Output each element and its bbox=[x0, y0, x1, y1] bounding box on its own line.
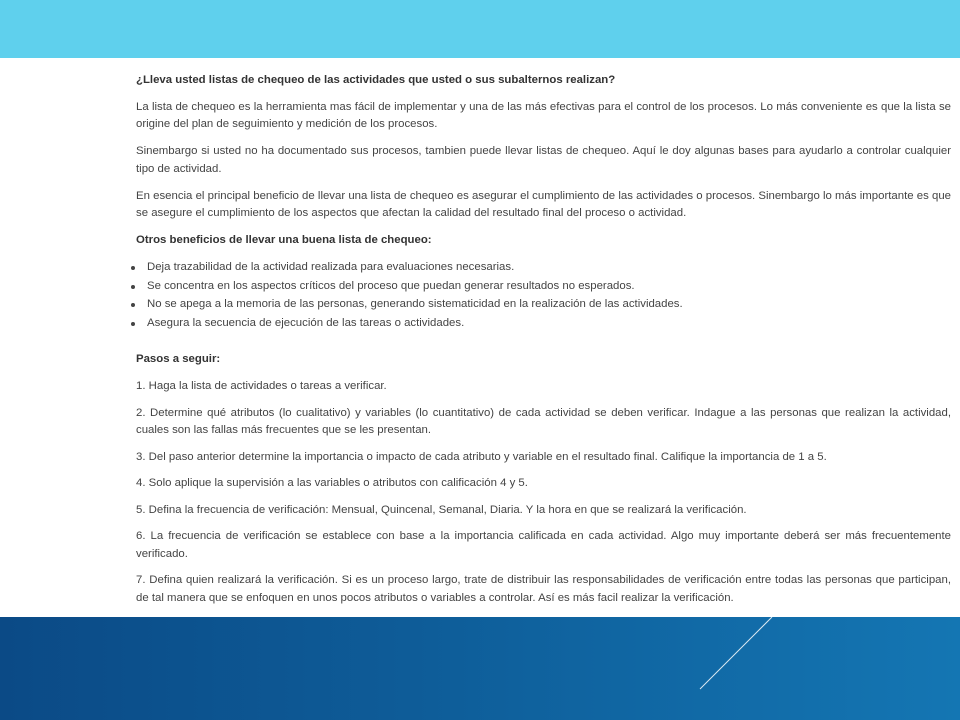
steps-heading: Pasos a seguir: bbox=[136, 353, 221, 365]
step-item: 6. La frecuencia de verificación se establece con base a la importancia calificada en cada actividad. Algo muy importante deberá ser más frecuentemente verificado. bbox=[136, 530, 951, 560]
list-item: Deja trazabilidad de la actividad realizada para evaluaciones necesarias. bbox=[135, 259, 951, 277]
step-item: 4. Solo aplique la supervisión a las variables o atributos con calificación 4 y 5. bbox=[136, 477, 528, 489]
paragraph-intro: La lista de chequeo es la herramienta mas fácil de implementar y una de las más efectivas para el control de los procesos. Lo más conveniente es que la lista se origine del plan de seguimiento y medición de los procesos. bbox=[136, 100, 951, 130]
step-item: 7. Defina quien realizará la verificación. Si es un proceso largo, trate de distribuir las responsabilidades de verificación entre todas las personas que participan, de tal manera que se enfoquen en unos pocos atributos o variables a controlar. Así es más facil realizar la verificación. bbox=[136, 574, 951, 604]
step-item: 2. Determine qué atributos (lo cualitativo) y variables (lo cuantitativo) de cada actividad se deben verificar. Indague a las personas que realizan la actividad, cuales son las fallas más frecuentes que se les presentan. bbox=[136, 406, 951, 436]
paragraph-benefit: En esencia el principal beneficio de llevar una lista de chequeo es asegurar el cumplimiento de las actividades o procesos. Sinembargo lo más importante es que se asegure el cumplimiento de los aspectos que afectan la calidad del resultado final del proceso o actividad. bbox=[136, 189, 951, 219]
benefits-heading: Otros beneficios de llevar una buena lista de chequeo: bbox=[136, 234, 432, 246]
step-item: 3. Del paso anterior determine la importancia o impacto de cada atributo y variable en el resultado final. Califique la importancia de 1 a 5. bbox=[136, 450, 827, 463]
step-item: 5. Defina la frecuencia de verificación: Mensual, Quincenal, Semanal, Diaria. Y la hora en que se realizará la verificación. bbox=[136, 503, 747, 516]
list-item: Se concentra en los aspectos críticos del proceso que puedan generar resultados no esperados. bbox=[135, 278, 951, 296]
question-heading: ¿Lleva usted listas de chequeo de las actividades que usted o sus subalternos realizan? bbox=[136, 74, 616, 86]
list-item: Asegura la secuencia de ejecución de las tareas o actividades. bbox=[135, 315, 951, 333]
list-item: No se apega a la memoria de las personas, generando sistematicidad en la realización de las actividades. bbox=[135, 296, 951, 314]
paragraph-undocumented: Sinembargo si usted no ha documentado sus procesos, tambien puede llevar listas de chequeo. Aquí le doy algunas bases para ayudarlo a controlar cualquier tipo de actividad. bbox=[136, 145, 951, 175]
step-item: 1. Haga la lista de actividades o tareas a verificar. bbox=[136, 380, 387, 392]
